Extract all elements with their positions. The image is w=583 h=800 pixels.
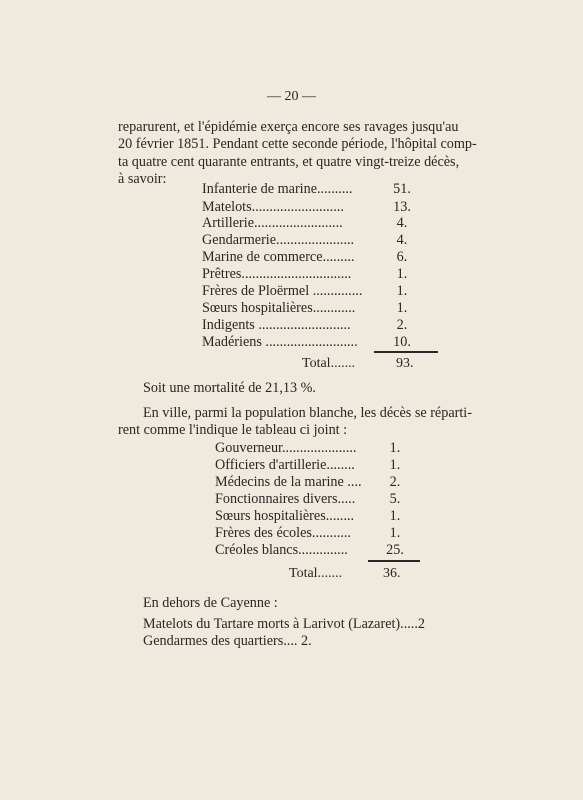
row-label: Marine de commerce.........: [202, 249, 355, 265]
row-value: 2.: [396, 317, 408, 333]
row-label: Infanterie de marine..........: [202, 181, 353, 197]
row-value: 25.: [386, 542, 404, 558]
row-label: Officiers d'artillerie........: [215, 457, 355, 473]
row-label: Gouverneur.....................: [215, 440, 357, 456]
paragraph-line: reparurent, et l'épidémie exerça encore ses ravages jusqu'au: [118, 119, 459, 135]
row-value: 4.: [396, 215, 408, 231]
row-label: Sœurs hospitalières........: [215, 508, 355, 524]
outside-line: Matelots du Tartare morts à Larivot (Lazaret).....2: [143, 616, 425, 632]
mortality-line: Soit une mortalité de 21,13 %.: [143, 380, 316, 396]
row-label: Sœurs hospitalières............: [202, 300, 356, 316]
row-label: Indigents ..........................: [202, 317, 351, 333]
row-value: 1.: [389, 440, 401, 456]
row-value: 13.: [393, 199, 411, 215]
sum-rule: [374, 351, 438, 353]
page-number: — 20 —: [267, 89, 316, 104]
row-label: Madériens ..........................: [202, 334, 358, 350]
row-label: Médecins de la marine ....: [215, 474, 362, 490]
paragraph-line: ta quatre cent quarante entrants, et quatre vingt-treize décès,: [118, 154, 460, 170]
row-label: Artillerie.........................: [202, 215, 343, 231]
row-value: 1.: [396, 283, 408, 299]
row-value: 4.: [396, 232, 408, 248]
total-label: Total.......: [302, 356, 356, 371]
row-label: Gendarmerie......................: [202, 232, 355, 248]
row-value: 5.: [389, 491, 401, 507]
paragraph-line: rent comme l'indique le tableau ci joint :: [118, 422, 348, 438]
sum-rule: [368, 560, 420, 562]
row-label: Matelots..........................: [202, 199, 344, 215]
row-value: 2.: [389, 474, 401, 490]
section-heading: En dehors de Cayenne :: [143, 595, 278, 611]
row-label: Frères des écoles...........: [215, 525, 351, 541]
row-label: Fonctionnaires divers.....: [215, 491, 356, 507]
total-label: Total.......: [289, 566, 343, 581]
row-value: 6.: [396, 249, 408, 265]
row-label: Créoles blancs..............: [215, 542, 348, 558]
row-value: 10.: [393, 334, 411, 350]
row-label: Frères de Ploërmel ..............: [202, 283, 363, 299]
outside-line: Gendarmes des quartiers.... 2.: [143, 633, 312, 649]
row-label: Prêtres...............................: [202, 266, 352, 282]
row-value: 1.: [396, 266, 408, 282]
row-value: 51.: [393, 181, 411, 197]
paragraph-line: En ville, parmi la population blanche, les décès se réparti-: [143, 405, 472, 421]
total-value: 36.: [383, 566, 401, 581]
total-value: 93.: [396, 356, 414, 371]
paragraph-line: 20 février 1851. Pendant cette seconde période, l'hôpital comp-: [118, 136, 477, 152]
paragraph-line: à savoir:: [118, 171, 167, 187]
row-value: 1.: [389, 457, 401, 473]
row-value: 1.: [396, 300, 408, 316]
row-value: 1.: [389, 525, 401, 541]
row-value: 1.: [389, 508, 401, 524]
